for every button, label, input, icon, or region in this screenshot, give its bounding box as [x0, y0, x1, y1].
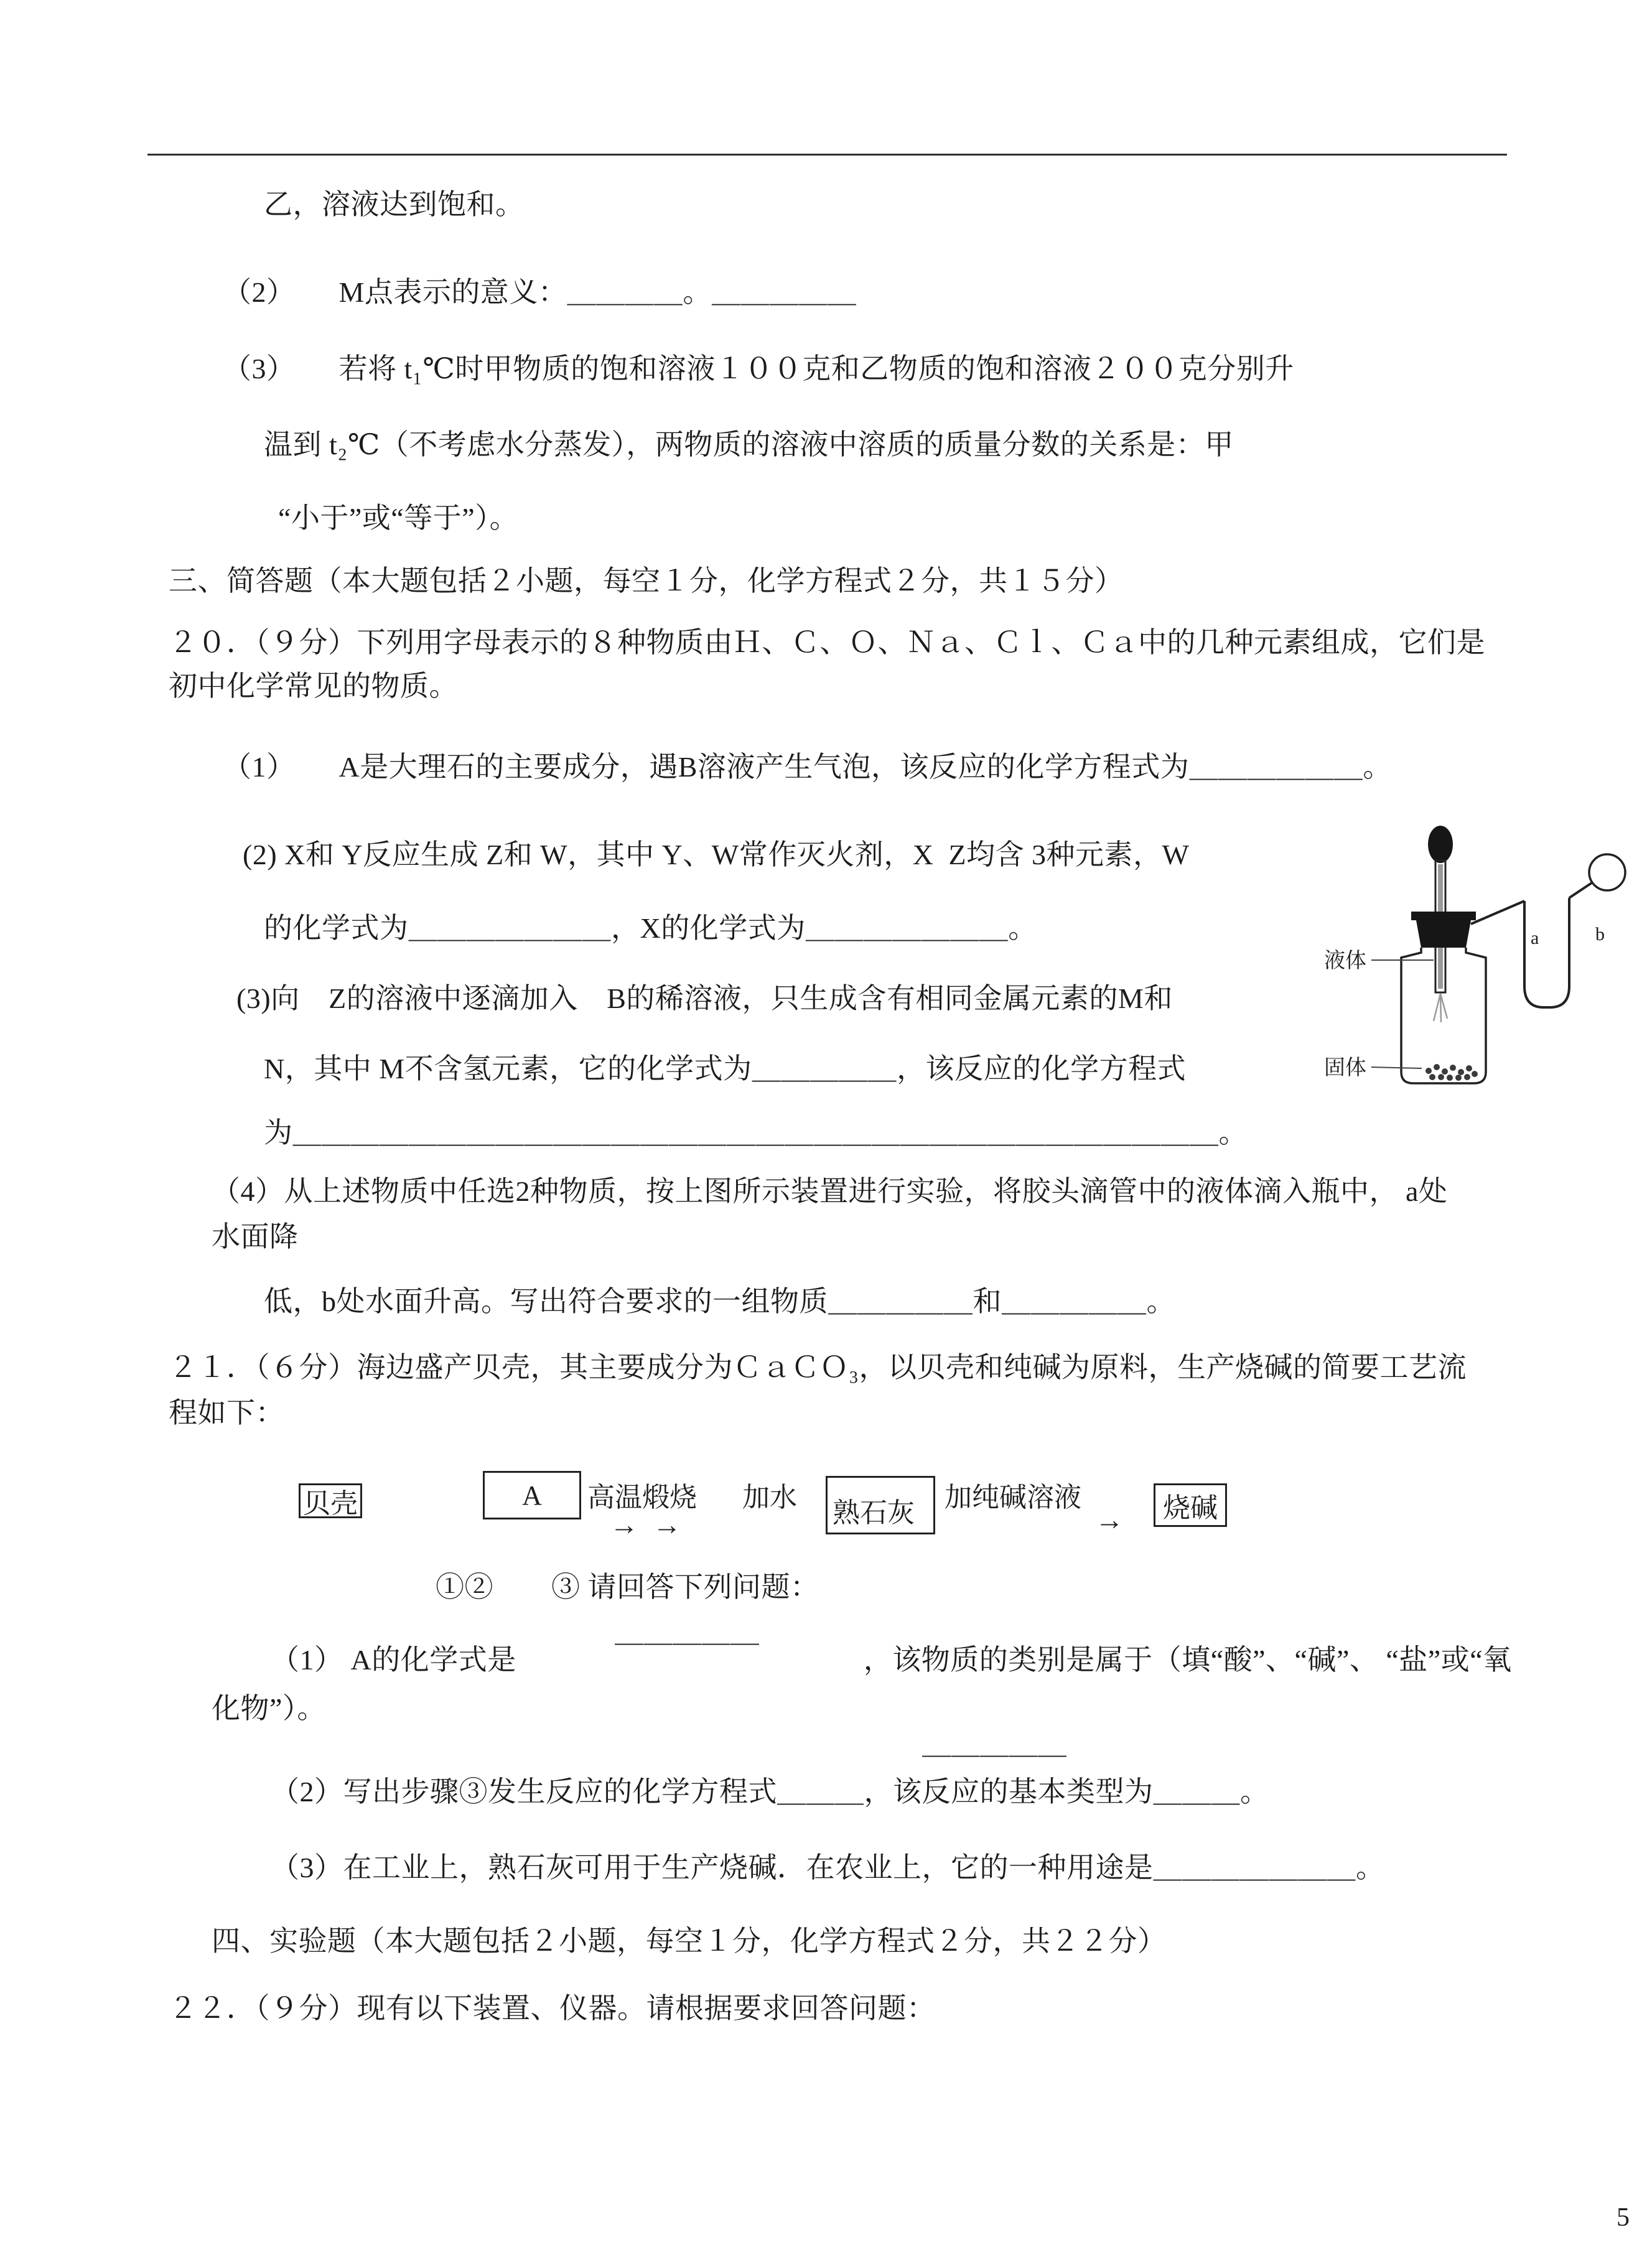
q21-stem-line-1: ２１．（６分）海边盛产贝壳，其主要成分为ＣａＣＯ₃，以贝壳和纯碱为原料，生产烧碱的简要工艺流 [169, 1351, 1467, 1383]
liquid-stream-icon [1434, 994, 1447, 1022]
q20-part2-line-2: 的化学式为＿＿＿＿＿＿＿，X的化学式为＿＿＿＿＿＿＿。 [264, 912, 1037, 944]
q21-stem-line-2: 程如下： [169, 1397, 284, 1429]
connecting-tube-icon [1471, 901, 1524, 924]
q19-part3-line-2: 温到 t₂℃（不考虑水分蒸发），两物质的溶液中溶质的质量分数的关系是：甲 [264, 429, 1234, 460]
q22-stem-line: ２２．（９分）现有以下装置、仪器。请根据要求回答问题： [169, 1992, 936, 2024]
q21-part2-line: （2）写出步骤③发生反应的化学方程式＿＿＿，该反应的基本类型为＿＿＿。 [271, 1776, 1269, 1808]
stopper-flange-icon [1411, 912, 1476, 920]
process-flowchart [299, 1467, 1269, 1561]
u-tube-icon [1524, 898, 1569, 1007]
section-4-heading: 四、实验题（本大题包括２小题，每空１分，化学方程式２分，共２２分） [212, 1925, 1167, 1957]
flowchart-box-a: A [483, 1471, 581, 1519]
solid-pointer-line [1371, 1067, 1422, 1068]
q20-stem-line-2: 初中化学常见的物质。 [169, 670, 458, 702]
q21-part1-line-2: 化物”）。 [212, 1692, 326, 1724]
apparatus-diagram [1294, 800, 1643, 1098]
tube-a-label: a [1531, 928, 1539, 948]
q20-part4-line-2: 水面降 [212, 1221, 299, 1253]
flowchart-box-shell: 贝壳 [299, 1483, 362, 1518]
q20-stem-line-1: ２０．（９分）下列用字母表示的８种物质由Ｈ、Ｃ、Ｏ、Ｎａ、Ｃｌ、Ｃａ中的几种元素组成，它们是 [169, 627, 1485, 658]
q19-part3-line-1: （3） 若将 t₁℃时甲物质的饱和溶液１００克和乙物质的饱和溶液２００克分别升 [223, 353, 1294, 385]
page-number: 5 [1617, 2203, 1630, 2232]
flowchart-box-slaked-lime: 熟石灰 [826, 1476, 935, 1534]
dropper-bulb-icon [1428, 826, 1453, 863]
flowchart-step1-label: 高温煅烧 [587, 1482, 697, 1513]
flowchart-step3-label: 加纯碱溶液 [945, 1482, 1081, 1513]
q21-part1-category-blank: ＿＿＿＿＿ [922, 1728, 1067, 1760]
q20-part4-line-1: （4）从上述物质中任选2种物质，按上图所示装置进行实验，将胶头滴管中的液体滴入瓶中， a处 [212, 1175, 1448, 1207]
q21-part1-line-1: （1） A的化学式是 ，该物质的类别是属于（填“酸”、“碱”、 “盐”或“氧 [271, 1644, 1512, 1676]
q19-continuation-line: 乙，溶液达到饱和。 [264, 189, 525, 220]
flowchart-arrow-2-icon: → [1095, 1504, 1124, 1536]
q20-part3-line-1: (3)向 Z的溶液中逐滴加入 B的稀溶液，只生成含有相同金属元素的M和 [236, 982, 1173, 1014]
flowchart-arrow-1-icon: → → [610, 1509, 681, 1541]
section-3-heading: 三、简答题（本大题包括２小题，每空１分，化学方程式２分，共１５分） [169, 565, 1124, 597]
stopper-icon [1416, 920, 1471, 948]
top-rule [147, 154, 1507, 156]
flask-neck-icon [1569, 883, 1592, 898]
solid-granules-icon [1425, 1064, 1478, 1081]
q19-part3-line-3: “小于”或“等于”）。 [278, 502, 519, 534]
q21-part3-line: （3）在工业上，熟石灰可用于生产烧碱．在农业上，它的一种用途是＿＿＿＿＿＿＿。 [271, 1852, 1385, 1883]
q19-part2-line: （2） M点表示的意义：＿＿＿＿。＿＿＿＿＿ [223, 276, 857, 308]
liquid-label: 液体 [1324, 950, 1366, 973]
q21-steps-note-line: ①② ③ 请回答下列问题： [436, 1571, 819, 1603]
flowchart-step2-label: 加水 [742, 1482, 797, 1513]
q21-part1-formula-blank: ＿＿＿＿＿ [615, 1616, 760, 1648]
q20-part1-line: （1） A是大理石的主要成分，遇B溶液产生气泡，该反应的化学方程式为＿＿＿＿＿＿。 [223, 751, 1392, 783]
bottle-icon [1401, 948, 1486, 1083]
q20-part2-line-1: (2) X和 Y反应生成 Z和 W，其中 Y、W常作灭火剂，X Z均含 3种元素，W [243, 839, 1190, 870]
q20-part3-line-2: N，其中 M不含氢元素，它的化学式为＿＿＿＿＿，该反应的化学方程式 [264, 1053, 1187, 1085]
solid-label: 固体 [1324, 1057, 1366, 1080]
flowchart-box-caustic-soda: 烧碱 [1154, 1483, 1227, 1527]
q20-part4-line-3: 低，b处水面升高。写出符合要求的一组物质＿＿＿＿＿和＿＿＿＿＿。 [264, 1286, 1175, 1317]
tube-b-label: b [1595, 924, 1605, 945]
q20-part3-line-3: 为＿＿＿＿＿＿＿＿＿＿＿＿＿＿＿＿＿＿＿＿＿＿＿＿＿＿＿＿＿＿＿＿。 [264, 1117, 1248, 1149]
flask-bulb-icon [1589, 854, 1625, 890]
